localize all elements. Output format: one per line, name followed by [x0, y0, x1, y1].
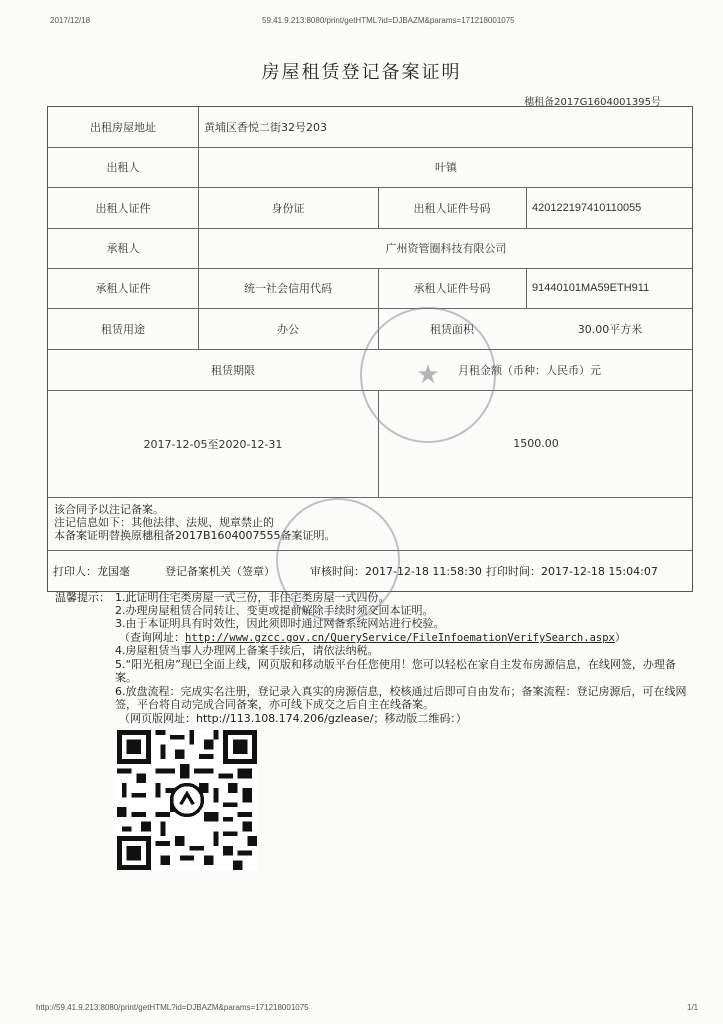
lessee-value: 广州资管圈科技有限公司 [385, 242, 507, 255]
record-number: 穗租备2017G1604001395号 [524, 97, 661, 108]
verify-url-link[interactable]: http://www.gzcc.gov.cn/QueryService/FileInfoemationVerifySearch.aspx [185, 632, 615, 644]
document-title: 房屋租赁登记备案证明 [261, 62, 462, 83]
use-label: 租赁用途 [101, 322, 145, 336]
lessor-id-no-label: 出租人证件号码 [413, 201, 491, 215]
lessor-id-type: 身份证 [271, 201, 305, 215]
use-value: 办公 [277, 322, 299, 336]
tip-6-web: （网页版网址：http://113.108.174.206/gzlease/；移动版二维码：） [119, 712, 467, 725]
review-time: 审核时间：2017-12-18 11:58:30 [310, 565, 482, 578]
tip-2: 2.办理房屋租赁合同转让、变更或提前解除手续时须交回本证明。 [115, 604, 434, 617]
tip-6: 6.放盘流程：完成实名注册，登记录入真实的房源信息，校核通过后即可自由发布；备案流程：登记房源后，可在线网签，平台将自动完成合同备案，亦可线下成交之后自主在线备案。 [115, 685, 687, 712]
tip-3-query-suffix: ） [614, 631, 626, 644]
rent-value: 1500.00 [513, 437, 559, 450]
lessee-id-label: 承租人证件 [95, 282, 151, 295]
period-value: 2017-12-05至2020-12-31 [143, 437, 283, 451]
lessor-id-no: 420122197410110055 [532, 201, 642, 214]
printer-name: 打印人：龙国毫 [53, 565, 130, 578]
registration-table [47, 106, 693, 592]
tip-1: 1.此证明住宅类房屋一式三份，非住宅类房屋一式四份。 [115, 591, 390, 604]
area-label: 租赁面积 [430, 322, 474, 336]
print-url-top: 59.41.9.213:8080/print/getHTML?id=DJBAZM&params=171218001075 [262, 16, 515, 25]
area-value: 30.00平方米 [577, 322, 643, 336]
lessee-id-no: 91440101MA59ETH911 [532, 282, 650, 294]
note-line-3: 本备案证明替换原穗租备2017B1604007555备案证明。 [54, 529, 336, 542]
lessor-label: 出租人 [106, 161, 140, 174]
rent-label: 月租金额（币种：人民币）元 [458, 363, 601, 377]
lessor-value: 叶镇 [435, 161, 457, 174]
period-label: 租赁期限 [211, 363, 255, 377]
tip-4: 4.房屋租赁当事人办理网上备案手续后，请依法纳税。 [115, 644, 379, 657]
address-label: 出租房屋地址 [90, 121, 156, 134]
authority-seal-label: 登记备案机关（签章） [165, 565, 275, 578]
page-number: 1/1 [687, 1003, 699, 1012]
tip-3: 3.由于本证明具有时效性，因此须即时通过网备系统网站进行校验。 [115, 617, 445, 630]
tip-3-query-prefix: （查询网址： [119, 631, 185, 644]
print-url-bottom: http://59.41.9.213:8080/print/getHTML?id=DJBAZM&params=171218001075 [36, 1003, 309, 1012]
lessee-label: 承租人 [106, 242, 140, 255]
lessor-id-label: 出租人证件 [95, 201, 151, 215]
tips-label: 温馨提示： [55, 591, 110, 604]
lessee-id-no-label: 承租人证件号码 [413, 282, 491, 295]
note-line-2: 注记信息如下：其他法律、法规、规章禁止的 [54, 516, 274, 529]
note-line-1: 该合同予以注记备案。 [54, 503, 164, 516]
tip-5: 5.“阳光租房”现已全面上线，网页版和移动版平台任您使用！您可以轻松在家自主发布房源信息，在线网签，办理备案。 [115, 658, 676, 685]
lessee-id-type: 统一社会信用代码 [244, 282, 332, 295]
address-value: 黄埔区香悦二街32号203 [204, 121, 327, 134]
official-seal-stamp: ★ [360, 307, 496, 443]
print-time: 打印时间：2017-12-18 15:04:07 [486, 565, 658, 578]
mobile-qr-code [117, 730, 257, 870]
print-date: 2017/12/18 [50, 16, 91, 25]
